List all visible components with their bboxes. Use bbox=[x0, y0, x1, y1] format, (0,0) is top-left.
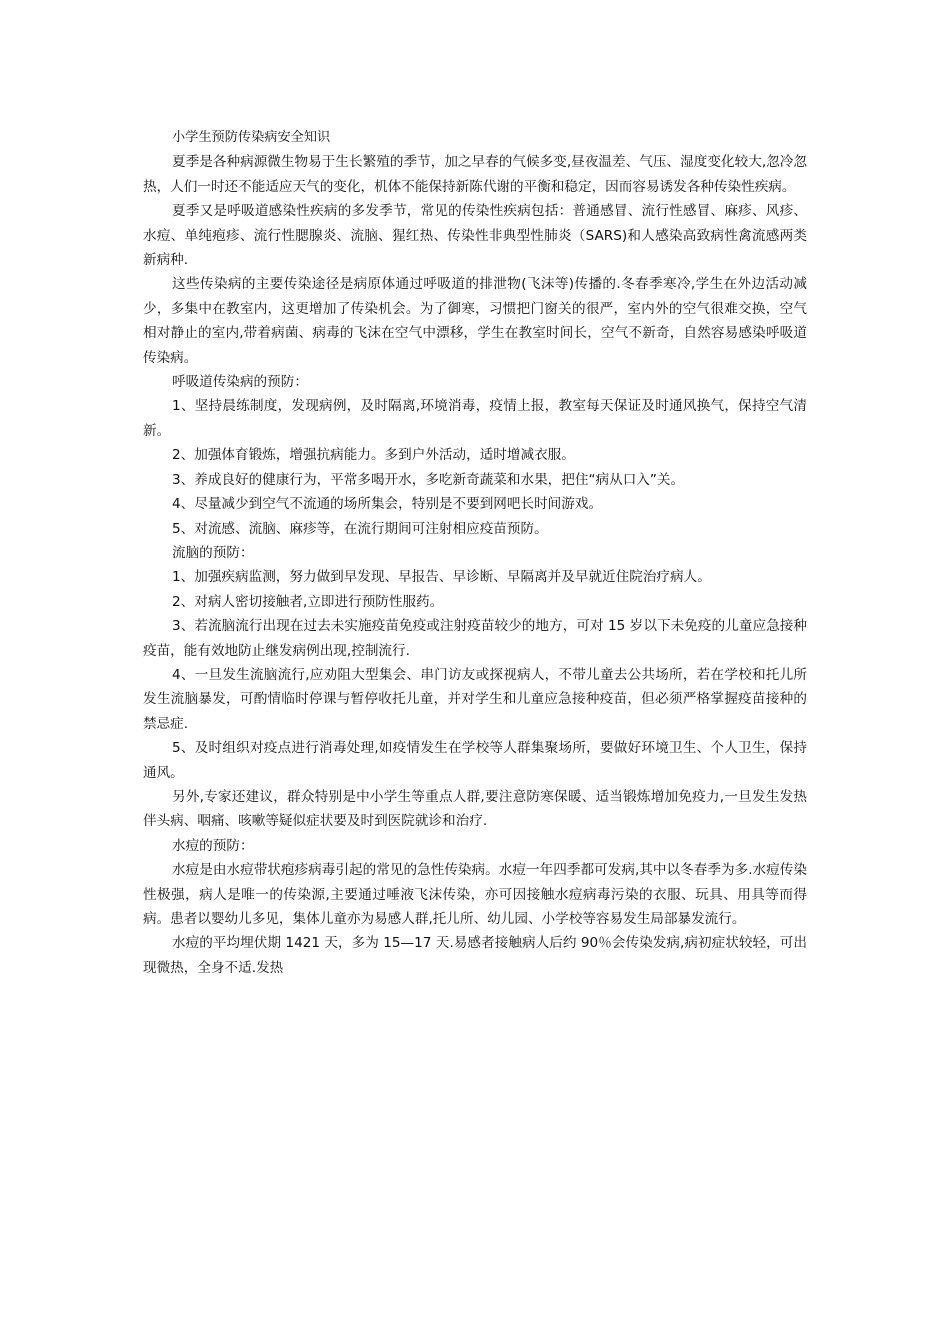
paragraph-respiratory-diseases: 夏季又是呼吸道感染性疾病的多发季节，常见的传染性疾病包括：普通感冒、流行性感冒、麻疹、风疹、水痘、单纯疱疹、流行性腮腺炎、流脑、猩红热、传染性非典型性肺炎（SARS)和人感染高致病性禽流感两类新病种. bbox=[143, 203, 807, 269]
paragraph-expert-advice: 另外,专家还建议，群众特别是中小学生等重点人群,要注意防寒保暖、适当锻炼增加免疫力,一旦发生发热伴头病、咽痛、咳嗽等疑似症状要及时到医院就诊和治疗. bbox=[143, 788, 807, 830]
list-item-meningitis-4: 4、一旦发生流脑流行,应劝阻大型集会、串门访友或探视病人，不带儿童去公共场所，若在学校和托儿所发生流脑暴发，可酌情临时停课与暂停收托儿童，并对学生和儿童应急接种疫苗，但必须严格掌握疫苗接种的禁忌症. bbox=[143, 666, 807, 732]
paragraph-chickenpox-intro: 水痘是由水痘带状疱疹病毒引起的常见的急性传染病。水痘一年四季都可发病,其中以冬春季为多.水痘传染性极强，病人是唯一的传染源,主要通过唾液飞沫传染，亦可因接触水痘病毒污染的衣服、玩具、用具等而得病。患者以婴幼儿多见，集体儿童亦为易感人群,托儿所、幼儿园、小学校等容易发生局部暴发流行。 bbox=[143, 862, 807, 927]
paragraph-summer-diseases: 夏季是各种病源微生物易于生长繁殖的季节，加之早春的气候多变,昼夜温差、气压、湿度变化较大,忽冷忽热，人们一时还不能适应天气的变化，机体不能保持新陈代谢的平衡和稳定，因而容易诱发各种传染性疾病。 bbox=[143, 154, 807, 195]
list-item-meningitis-2: 2、对病人密切接触者,立即进行预防性服药。 bbox=[172, 593, 444, 610]
document-page bbox=[143, 126, 807, 980]
heading-chickenpox-prevention: 水痘的预防： bbox=[172, 837, 254, 854]
heading-respiratory-prevention: 呼吸道传染病的预防： bbox=[172, 374, 308, 391]
list-item-respiratory-3: 3、养成良好的健康行为，平常多喝开水，多吃新奇蔬菜和水果，把住“病从口入”关。 bbox=[172, 471, 685, 488]
heading-meningitis-prevention: 流脑的预防： bbox=[172, 544, 254, 561]
paragraph-transmission: 这些传染病的主要传染途径是病原体通过呼吸道的排泄物(飞沫等)传播的.冬春季寒冷,学生在外边活动减少，多集中在教室内，这更增加了传染机会。为了御寒，习惯把门窗关的很严，室内外的空气很难交换，空气相对静止的室内,带着病菌、病毒的飞沫在空气中漂移，学生在教室时间长，空气不新奇，自然容易感染呼吸道传染病。 bbox=[143, 276, 807, 366]
list-item-meningitis-3: 3、若流脑流行出现在过去未实施疫苗免疫或注射疫苗较少的地方，可对 15 岁以下未免疫的儿童应急接种疫苗，能有效地防止继发病例出现,控制流行. bbox=[143, 618, 807, 659]
list-item-respiratory-5: 5、对流感、流脑、麻疹等，在流行期间可注射相应疫苗预防。 bbox=[172, 520, 548, 537]
list-item-respiratory-1: 1、坚持晨练制度，发现病例，及时隔离,环境消毒，疫情上报，教室每天保证及时通风换气，保持空气清新。 bbox=[143, 398, 807, 439]
list-item-respiratory-4: 4、尽量减少到空气不流通的场所集会，特别是不要到网吧长时间游戏。 bbox=[172, 496, 603, 513]
list-item-meningitis-5: 5、及时组织对疫点进行消毒处理,如疫情发生在学校等人群集聚场所，要做好环境卫生、个人卫生，保持通风。 bbox=[143, 740, 807, 781]
list-item-respiratory-2: 2、加强体育锻炼，增强抗病能力。多到户外活动，适时增减衣服。 bbox=[172, 447, 575, 464]
paragraph-chickenpox-incubation: 水痘的平均埋伏期 1421 天，多为 15—17 天.易感者接触病人后约 90％会传染发病,病初症状较轻，可出现微热，全身不适.发热 bbox=[143, 935, 807, 976]
document-title: 小学生预防传染病安全知识 bbox=[172, 130, 331, 145]
list-item-meningitis-1: 1、加强疾病监测，努力做到早发现、早报告、早诊断、早隔离并及早就近住院治疗病人。 bbox=[172, 569, 711, 586]
